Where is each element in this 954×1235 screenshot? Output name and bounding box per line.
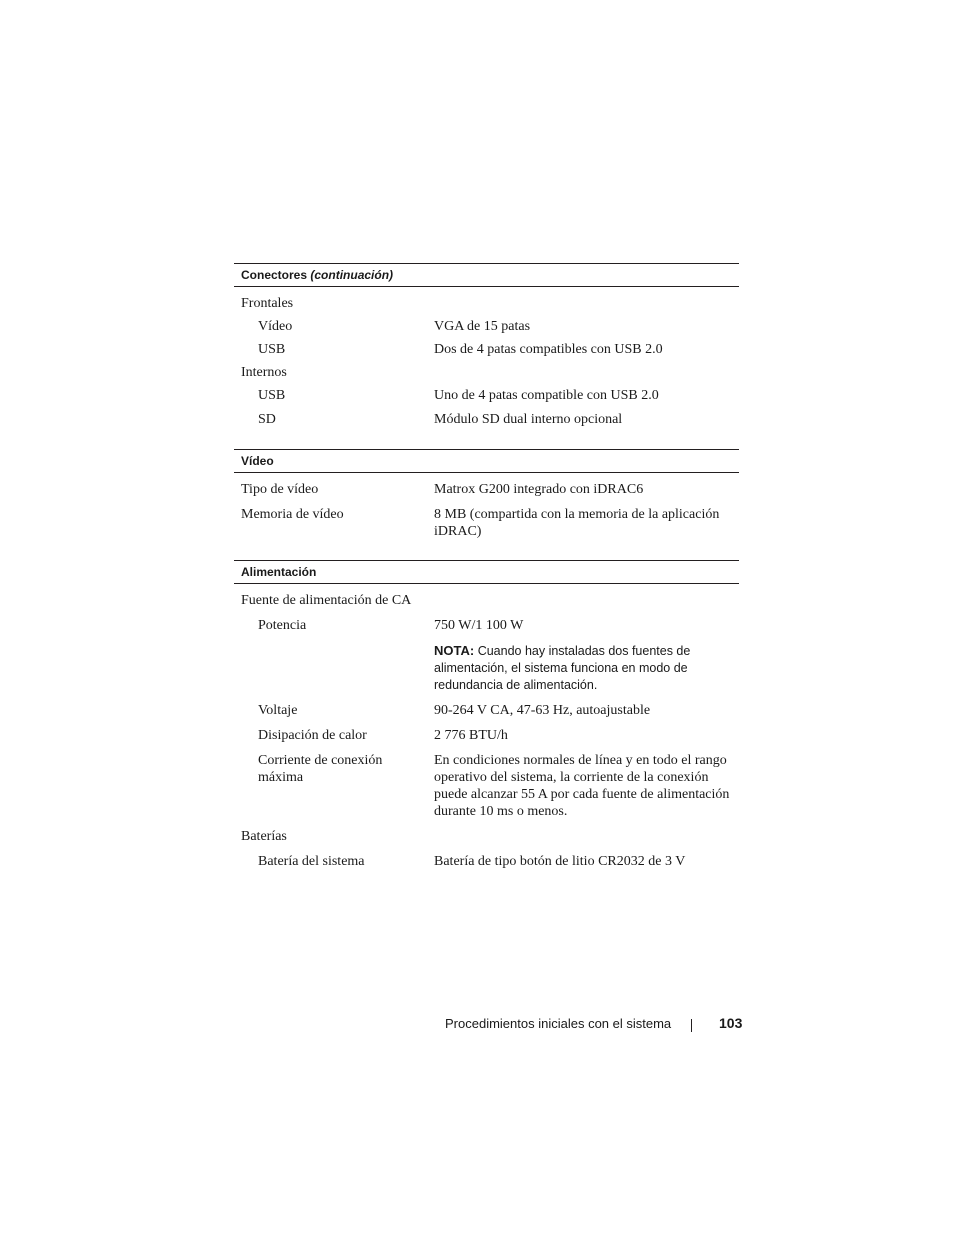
spec-row-video-memory bbox=[234, 506, 739, 540]
video-rows bbox=[234, 473, 739, 540]
spec-value: VGA de 15 patas bbox=[434, 319, 531, 334]
spec-row-internal-sd bbox=[234, 411, 739, 428]
spec-label: SD bbox=[258, 412, 276, 427]
spec-label: Tipo de vídeo bbox=[241, 482, 319, 497]
footer-separator bbox=[691, 1019, 692, 1032]
spec-label: Vídeo bbox=[258, 319, 293, 334]
section-title-power: Alimentación bbox=[241, 565, 317, 579]
spec-label: Voltaje bbox=[258, 703, 298, 718]
spec-value: Dos de 4 patas compatibles con USB 2.0 bbox=[434, 342, 663, 357]
spec-label: Corriente de conexión máxima bbox=[258, 753, 383, 785]
section-header-video bbox=[234, 449, 739, 473]
spec-label: Memoria de vídeo bbox=[241, 507, 344, 522]
footer-title: Procedimientos iniciales con el sistema bbox=[445, 1016, 672, 1031]
specifications-table bbox=[234, 263, 739, 870]
spec-value: 2 776 BTU/h bbox=[434, 728, 508, 743]
spec-label: Disipación de calor bbox=[258, 728, 367, 743]
section-title-video: Vídeo bbox=[241, 454, 274, 468]
section-header-connectors bbox=[234, 263, 739, 287]
continuation-label: (continuación) bbox=[310, 268, 394, 282]
spec-label: USB bbox=[258, 342, 286, 357]
spec-value: Matrox G200 integrado con iDRAC6 bbox=[434, 482, 644, 497]
spec-value: 750 W/1 100 W bbox=[434, 618, 524, 633]
spec-value: Batería de tipo botón de litio CR2032 de 3 V bbox=[434, 854, 686, 869]
group-batteries bbox=[234, 828, 739, 845]
spec-label: Frontales bbox=[241, 296, 294, 311]
spec-label: Batería del sistema bbox=[258, 854, 365, 869]
spec-label: Baterías bbox=[241, 829, 287, 844]
spec-row-internal-usb bbox=[234, 387, 739, 404]
spec-label: Internos bbox=[241, 365, 287, 380]
group-internal bbox=[234, 364, 739, 381]
spec-row-system-battery bbox=[234, 853, 739, 870]
note-label: NOTA: bbox=[434, 643, 475, 658]
spec-row-front-usb bbox=[234, 341, 739, 358]
note-text: Cuando hay instaladas dos fuentes de alimentación, el sistema funciona en modo de redundancia de alimentación. bbox=[434, 644, 691, 692]
spec-value: Uno de 4 patas compatible con USB 2.0 bbox=[434, 388, 659, 403]
page-footer bbox=[0, 1015, 954, 1035]
group-ac-power bbox=[234, 592, 739, 609]
spec-row-heat bbox=[234, 727, 739, 744]
power-rows bbox=[234, 584, 739, 870]
note bbox=[434, 642, 724, 694]
section-title-connectors: Conectores bbox=[241, 268, 308, 282]
spec-row-wattage bbox=[234, 617, 739, 634]
spec-label: Potencia bbox=[258, 618, 307, 633]
spec-row-inrush bbox=[234, 752, 739, 820]
spec-value: 8 MB (compartida con la memoria de la aplicación iDRAC) bbox=[434, 507, 720, 539]
spec-row-video-type bbox=[234, 481, 739, 498]
page-number: 103 bbox=[719, 1015, 743, 1031]
spec-value: Módulo SD dual interno opcional bbox=[434, 412, 623, 427]
spec-value: 90-264 V CA, 47-63 Hz, autoajustable bbox=[434, 703, 651, 718]
connectors-rows bbox=[234, 287, 739, 428]
spec-label: Fuente de alimentación de CA bbox=[241, 593, 412, 608]
group-front bbox=[234, 295, 739, 312]
spec-label: USB bbox=[258, 388, 286, 403]
spec-row-front-video bbox=[234, 318, 739, 335]
spec-row-voltage bbox=[234, 702, 739, 719]
spec-value: En condiciones normales de línea y en todo el rango operativo del sistema, la corriente de la conexión puede alcanzar 55 A por cada fuente de alimentación durante 10 ms o menos. bbox=[434, 753, 730, 819]
section-header-power bbox=[234, 560, 739, 584]
